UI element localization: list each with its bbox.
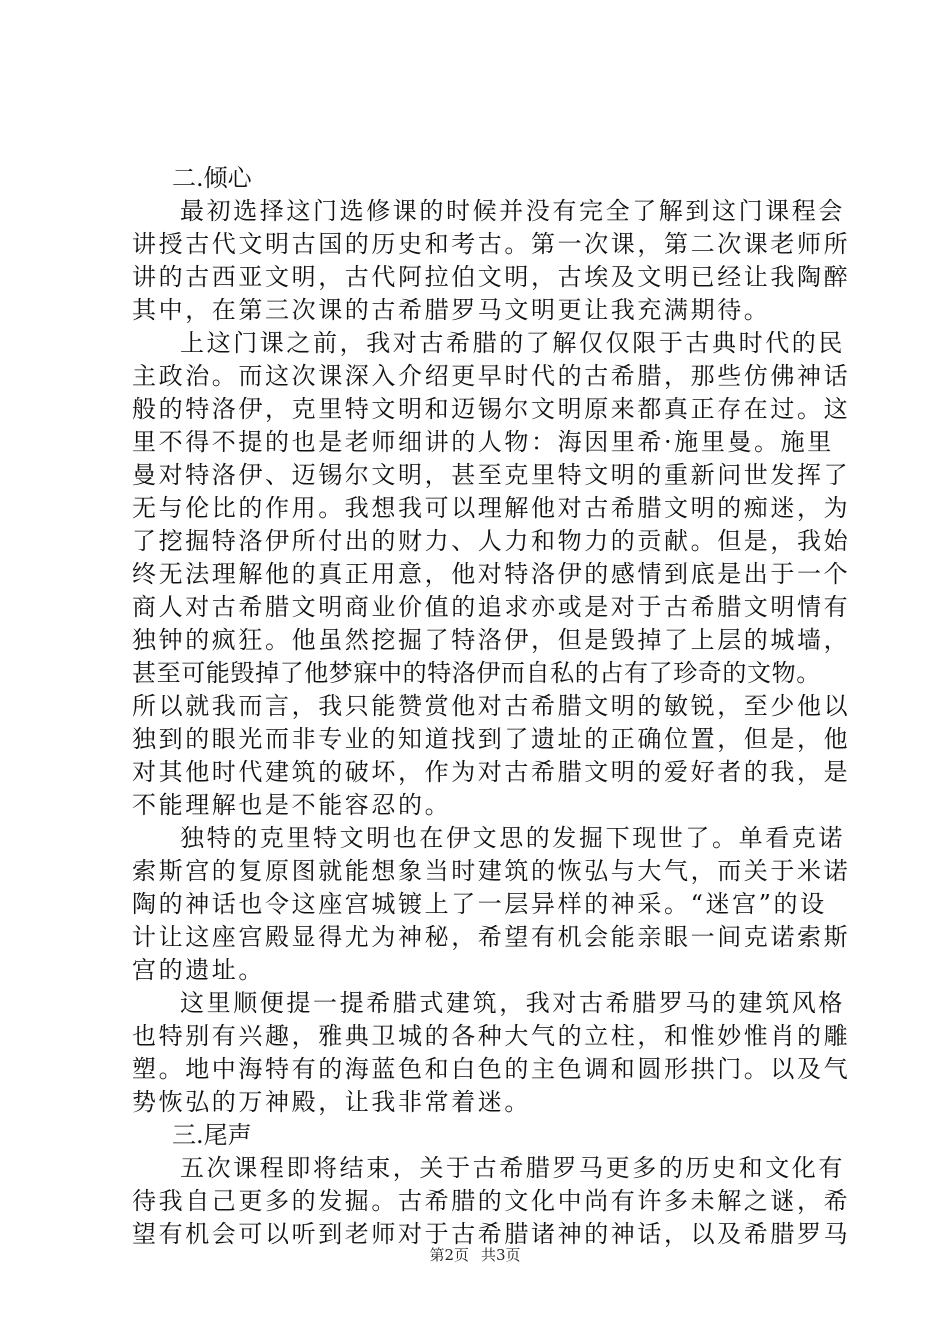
text-line: 对其他时代建筑的破坏，作为对古希腊文明的爱好者的我，是: [132, 758, 851, 786]
paragraph: [132, 327, 851, 822]
text-line: 甚至可能毁掉了他梦寐中的特洛伊而自私的占有了珍奇的文物。: [132, 659, 821, 687]
text-line: 这里顺便提一提希腊式建筑，我对古希腊罗马的建筑风格: [180, 989, 845, 1017]
text-line: 最初选择这门选修课的时候并没有完全了解到这门课程会: [180, 197, 845, 225]
text-line: 宫的遗址。: [132, 956, 265, 984]
paragraph: [132, 195, 851, 327]
text-line: 望有机会可以听到老师对于古希腊诸神的神话，以及希腊罗马: [132, 1220, 851, 1248]
page-total: 共3页: [481, 1246, 521, 1264]
text-line: 独到的眼光而非专业的知道找到了遗址的正确位置，但是，他: [132, 725, 851, 753]
text-line: 计让这座宫殿显得尤为神秘，希望有机会能亲眼一间克诺索斯: [132, 923, 851, 951]
paragraph: [132, 987, 851, 1119]
page-footer: [0, 1245, 950, 1265]
text-line: 主政治。而这次课深入介绍更早时代的古希腊，那些仿佛神话: [132, 362, 851, 390]
text-line: 讲授古代文明古国的历史和考古。第一次课，第二次课老师所: [132, 230, 851, 258]
text-line: 般的特洛伊，克里特文明和迈锡尔文明原来都真正存在过。这: [132, 395, 851, 423]
text-line: 无与伦比的作用。我想我可以理解他对古希腊文明的痴迷，为: [132, 494, 851, 522]
section-heading: 三.尾声: [172, 1121, 252, 1149]
text-line: 曼对特洛伊、迈锡尔文明，甚至克里特文明的重新问世发挥了: [132, 461, 851, 489]
text-line: 其中，在第三次课的古希腊罗马文明更让我充满期待。: [132, 296, 771, 324]
page-number: 第2页: [429, 1246, 469, 1264]
text-line: 所以就我而言，我只能赞赏他对古希腊文明的敏锐，至少他以: [132, 692, 851, 720]
text-line: 独钟的疯狂。他虽然挖掘了特洛伊，但是毁掉了上层的城墙，: [132, 626, 851, 654]
document-body: [132, 162, 851, 1251]
text-line: 陶的神话也令这座宫城镀上了一层异样的神采。“迷宫”的设: [132, 890, 827, 918]
text-line: 索斯宫的复原图就能想象当时建筑的恢弘与大气，而关于米诺: [132, 857, 851, 885]
text-line: 上这门课之前，我对古希腊的了解仅仅限于古典时代的民: [180, 329, 845, 357]
text-line: 里不得不提的也是老师细讲的人物：海因里希·施里曼。施里: [132, 428, 834, 456]
text-line: 五次课程即将结束，关于古希腊罗马更多的历史和文化有: [180, 1154, 845, 1182]
text-line: 势恢弘的万神殿，让我非常着迷。: [132, 1088, 531, 1116]
text-line: 不能理解也是不能容忍的。: [132, 791, 452, 819]
text-line: 商人对古希腊文明商业价值的追求亦或是对于古希腊文明情有: [132, 593, 851, 621]
paragraph: [132, 1152, 851, 1251]
section-heading: 二.倾心: [172, 164, 252, 192]
text-line: 待我自己更多的发掘。古希腊的文化中尚有许多未解之谜，希: [132, 1187, 851, 1215]
paragraph: [132, 822, 851, 987]
text-line: 了挖掘特洛伊所付出的财力、人力和物力的贡献。但是，我始: [132, 527, 851, 555]
text-line: 独特的克里特文明也在伊文思的发掘下现世了。单看克诺: [180, 824, 845, 852]
text-line: 也特别有兴趣，雅典卫城的各种大气的立柱，和惟妙惟肖的雕: [132, 1022, 851, 1050]
text-line: 终无法理解他的真正用意，他对特洛伊的感情到底是出于一个: [132, 560, 851, 588]
text-line: 讲的古西亚文明，古代阿拉伯文明，古埃及文明已经让我陶醉: [132, 263, 851, 291]
text-line: 塑。地中海特有的海蓝色和白色的主色调和圆形拱门。以及气: [132, 1055, 851, 1083]
